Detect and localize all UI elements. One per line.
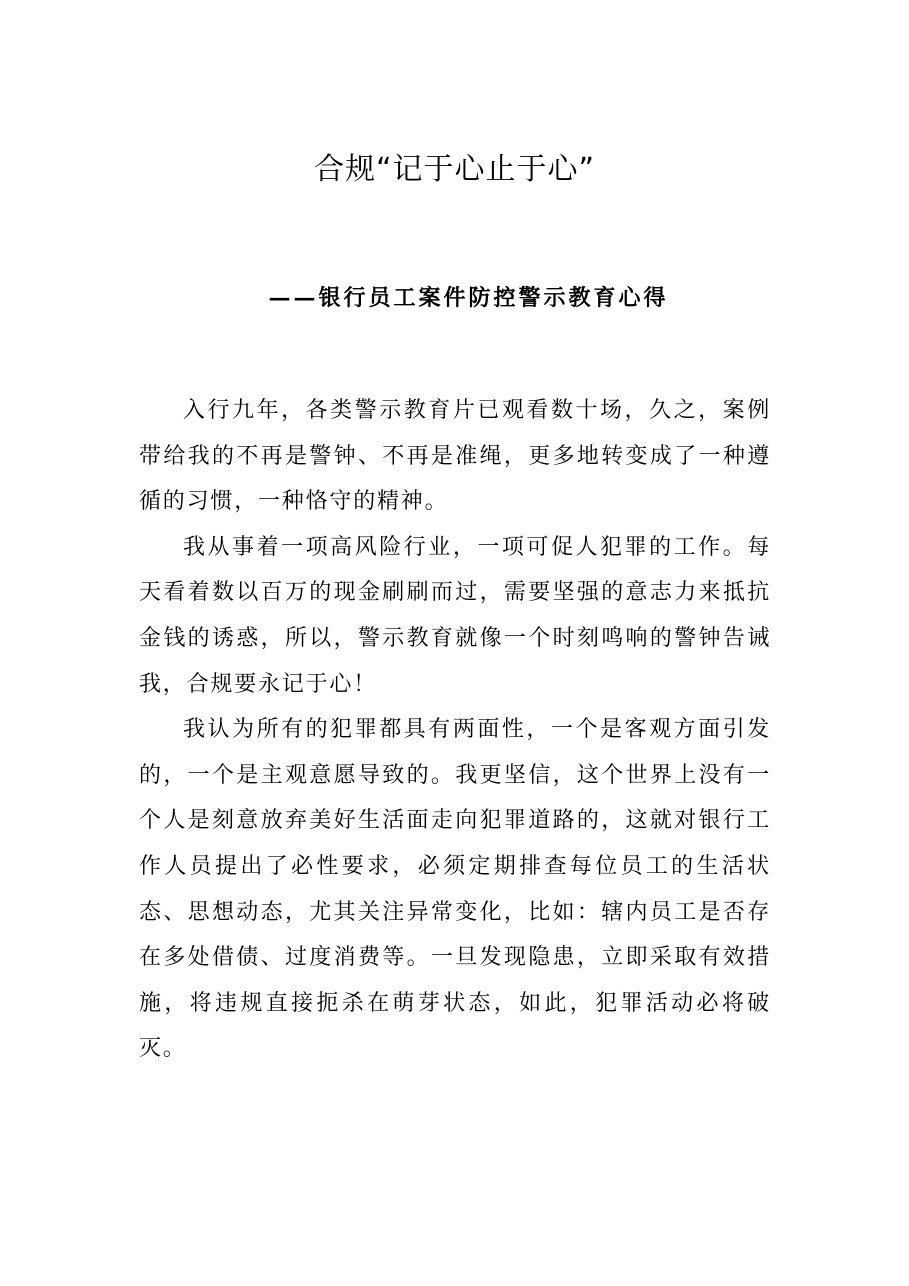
paragraph-1: 入行九年，各类警示教育片已观看数十场，久之，案例带给我的不再是警钟、不再是准绳，更多地转变成了一种遵循的习惯，一种恪守的精神。: [139, 398, 771, 515]
document-title: 合规“记于心止于心”: [313, 152, 596, 187]
document-body: [139, 388, 771, 1072]
document-subtitle: ——银行员工案件防控警示教育心得: [268, 285, 669, 311]
paragraph-3: 我认为所有的犯罪都具有两面性，一个是客观方面引发的，一个是主观意愿导致的。我更坚信，这个世界上没有一个人是刻意放弃美好生活面走向犯罪道路的，这就对银行工作人员提出了必性要求，必须定期排查每位员工的生活状态、思想动态，尤其关注异常变化，比如：辖内员工是否存在多处借债、过度消费等。一旦发现隐患，立即采取有效措施，将违规直接扼杀在萌芽状态，如此，犯罪活动必将破灭。: [139, 717, 771, 1062]
paragraph-2: 我从事着一项高风险行业，一项可促人犯罪的工作。每天看着数以百万的现金刷刷而过，需要坚强的意志力来抵抗金钱的诱惑，所以，警示教育就像一个时刻鸣响的警钟告诫我，合规要永记于心！: [139, 534, 771, 697]
